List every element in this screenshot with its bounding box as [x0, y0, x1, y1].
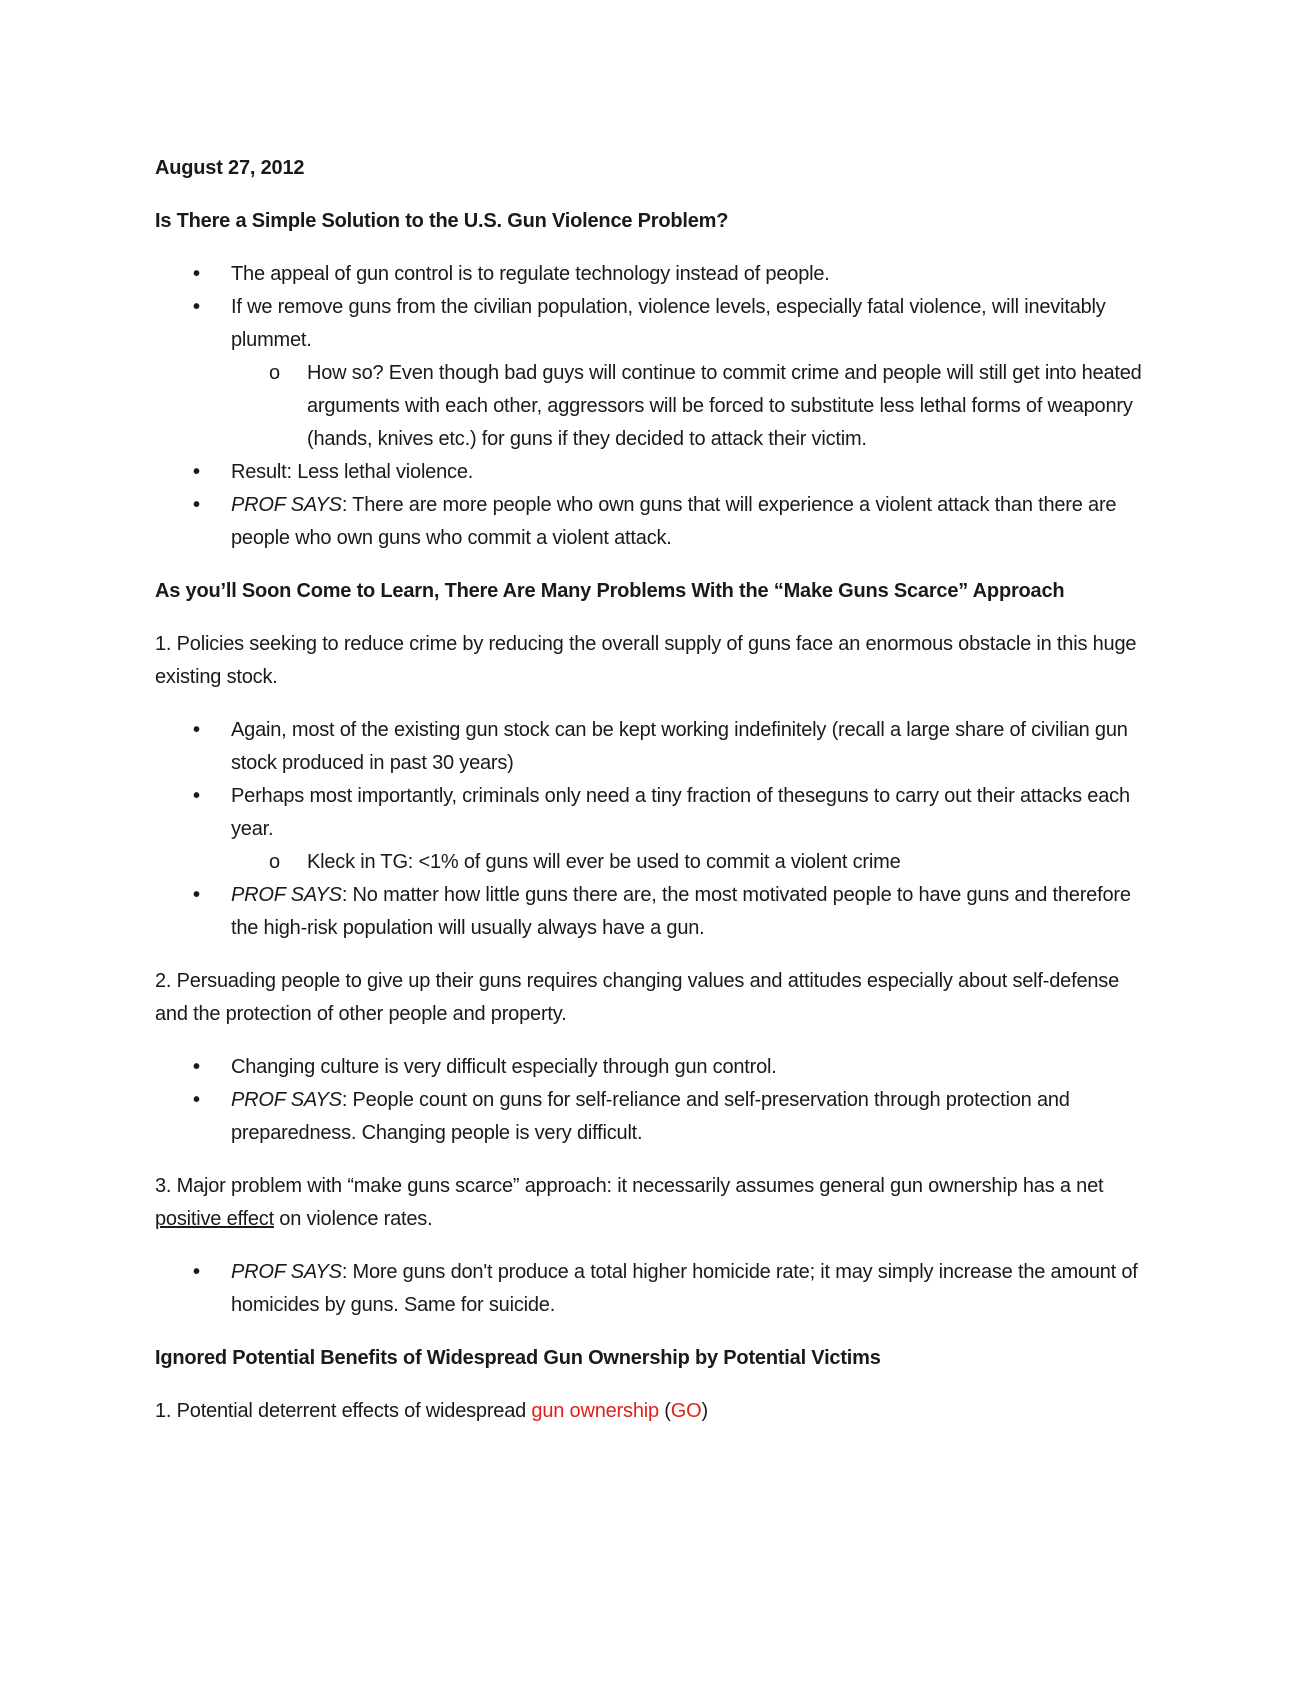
- bullet-text: : People count on guns for self-reliance and self-preservation through protection and preparedness. Changing people is very difficult.: [231, 1089, 1070, 1144]
- list-item: [155, 291, 1155, 456]
- sub-list-item: [231, 357, 1155, 456]
- list-item: [155, 1051, 1155, 1084]
- document-page: [155, 152, 1155, 1448]
- bullet-text: Result: Less lethal violence.: [231, 461, 474, 483]
- list-item: [155, 780, 1155, 879]
- sub-bullet-list: [231, 357, 1155, 456]
- underlined-phrase: positive effect: [155, 1208, 274, 1230]
- section-heading-make-guns-scarce: As you’ll Soon Come to Learn, There Are Many Problems With the “Make Guns Scarce” Approach: [155, 580, 1065, 602]
- highlighted-term: gun ownership: [531, 1400, 659, 1422]
- highlighted-abbreviation: GO: [670, 1400, 702, 1422]
- document-date: August 27, 2012: [155, 157, 305, 179]
- prof-says-label: PROF SAYS: [231, 1261, 342, 1283]
- bullet-list: [155, 714, 1155, 945]
- prof-says-label: PROF SAYS: [231, 884, 342, 906]
- list-item: [155, 258, 1155, 291]
- prof-says-label: PROF SAYS: [231, 494, 342, 516]
- paragraph-text: ): [701, 1400, 708, 1422]
- bullet-text: : More guns don't produce a total higher homicide rate; it may simply increase the amount of homicides by guns. Same for suicide.: [231, 1261, 1138, 1316]
- bullet-text: Perhaps most importantly, criminals only need a tiny fraction of theseguns to carry out their attacks each year.: [231, 785, 1130, 840]
- bullet-text: : No matter how little guns there are, the most motivated people to have guns and therefore the high-risk population will usually always have a gun.: [231, 884, 1131, 939]
- numbered-paragraph: [155, 1395, 1155, 1428]
- bullet-list: [155, 258, 1155, 555]
- paragraph-text: 3. Major problem with “make guns scarce” approach: it necessarily assumes general gun ownership has a net: [155, 1175, 1104, 1197]
- sub-list-item: [231, 846, 1155, 879]
- list-item: [155, 456, 1155, 489]
- sub-bullet-text: Kleck in TG: <1% of guns will ever be used to commit a violent crime: [307, 851, 901, 873]
- sub-bullet-list: [231, 846, 1155, 879]
- prof-says-label: PROF SAYS: [231, 1089, 342, 1111]
- list-item: [155, 714, 1155, 780]
- section-heading-ignored-benefits: Ignored Potential Benefits of Widespread Gun Ownership by Potential Victims: [155, 1347, 881, 1369]
- list-item: [155, 1084, 1155, 1150]
- bullet-list: [155, 1256, 1155, 1322]
- bullet-text: If we remove guns from the civilian population, violence levels, especially fatal violence, will inevitably plummet.: [231, 296, 1106, 351]
- sub-bullet-text: How so? Even though bad guys will continue to commit crime and people will still get into heated arguments with each other, aggressors will be forced to substitute less lethal forms of weaponry (hands, knives etc.) for guns if they decided to attack their victim.: [307, 362, 1142, 450]
- bullet-text: Changing culture is very difficult especially through gun control.: [231, 1056, 777, 1078]
- numbered-paragraph: 1. Policies seeking to reduce crime by reducing the overall supply of guns face an enormous obstacle in this huge existing stock.: [155, 633, 1137, 688]
- bullet-text: The appeal of gun control is to regulate technology instead of people.: [231, 263, 830, 285]
- bullet-text: : There are more people who own guns that will experience a violent attack than there are people who own guns who commit a violent attack.: [231, 494, 1117, 549]
- numbered-paragraph: 2. Persuading people to give up their guns requires changing values and attitudes especially about self-defense and the protection of other people and property.: [155, 970, 1120, 1025]
- list-item: [155, 879, 1155, 945]
- list-item: [155, 1256, 1155, 1322]
- paragraph-text: (: [658, 1400, 671, 1422]
- section-heading-simple-solution: Is There a Simple Solution to the U.S. Gun Violence Problem?: [155, 210, 729, 232]
- bullet-text: Again, most of the existing gun stock can be kept working indefinitely (recall a large share of civilian gun stock produced in past 30 years): [231, 719, 1128, 774]
- numbered-paragraph: [155, 1170, 1155, 1236]
- paragraph-text: on violence rates.: [273, 1208, 433, 1230]
- bullet-list: [155, 1051, 1155, 1150]
- list-item: [155, 489, 1155, 555]
- paragraph-text: 1. Potential deterrent effects of widespread: [155, 1400, 532, 1422]
